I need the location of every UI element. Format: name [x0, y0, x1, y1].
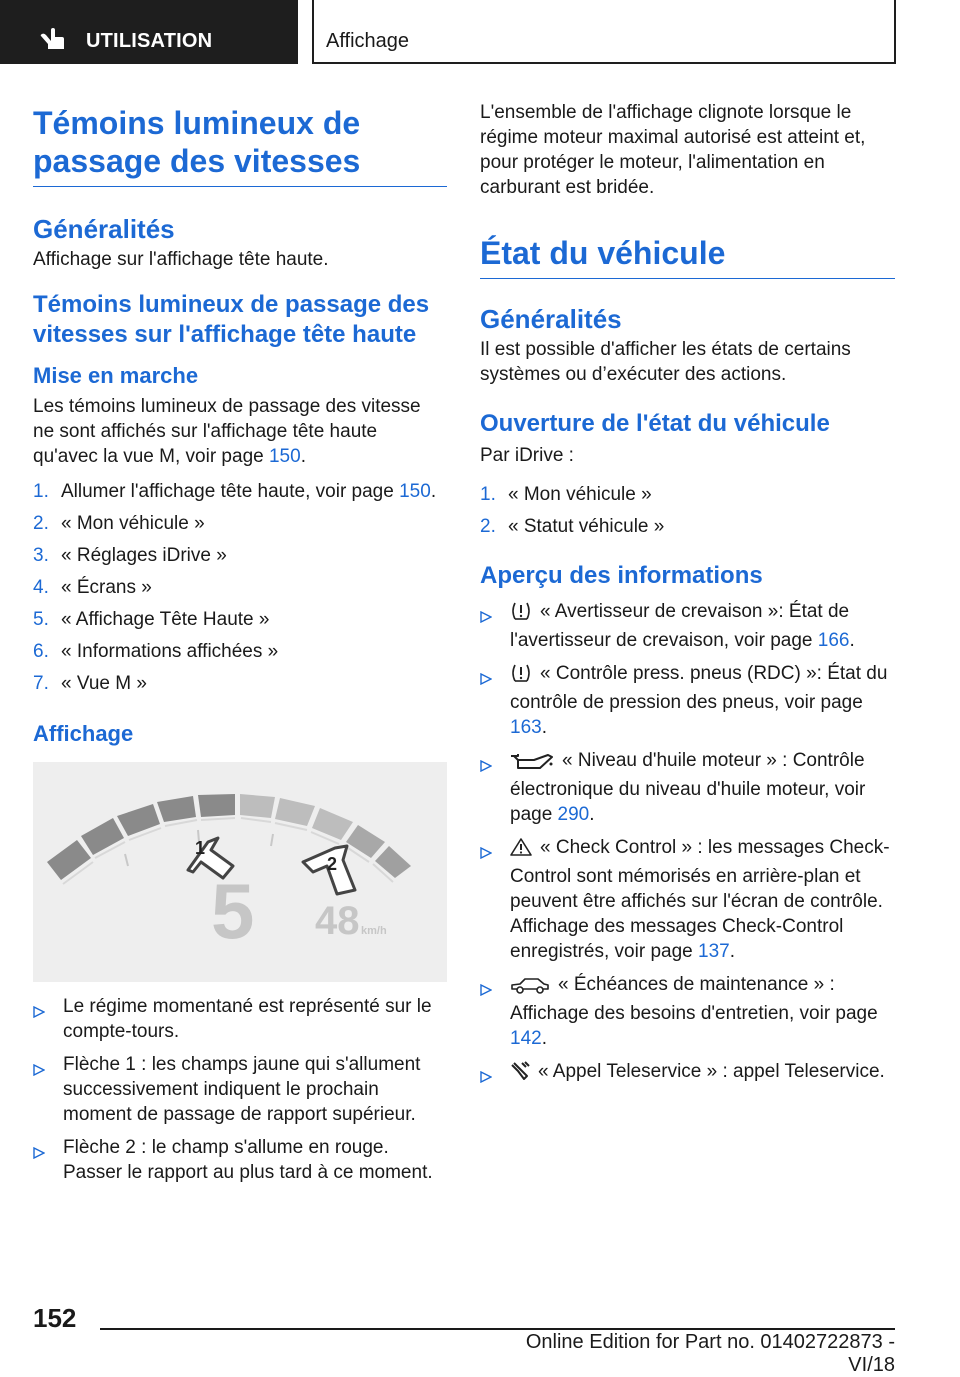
header-section-label: UTILISATION	[86, 30, 213, 52]
oil-can-icon	[510, 752, 554, 777]
list-item: « Avertisseur de crevaison »: État de l'avertisseur de crevaison, voir page 166.	[480, 599, 895, 653]
footer-edition: Online Edition for Part no. 01402722873 - VI/18	[525, 1331, 895, 1376]
bullet-triangle-icon	[33, 1000, 45, 1025]
display-bullets	[33, 994, 447, 1185]
list-item: « Appel Teleservice » : appel Teleservice.	[480, 1059, 895, 1088]
svg-text:2: 2	[327, 854, 338, 874]
shift-lights-illustration	[33, 762, 447, 982]
list-item: « Niveau d'huile moteur » : Contrôle électronique du niveau d'huile moteur, voir page 290.	[480, 748, 895, 827]
header-subsection-label: Affichage	[326, 30, 410, 52]
heading-display: Affichage	[33, 721, 134, 746]
overview-list	[480, 599, 895, 1088]
speed-readout: 48	[315, 899, 360, 943]
bullet-triangle-icon	[480, 667, 492, 692]
list-item: 2. « Statut véhicule »	[480, 516, 665, 537]
paragraph-general: Il est possible d'afficher les états de certains systèmes ou d’exécuter des actions.	[480, 339, 851, 385]
header-subsection-tab	[312, 0, 896, 64]
left-column	[33, 104, 447, 1193]
paragraph-open-vehicle-status: Par iDrive :	[480, 445, 574, 466]
bullet-triangle-icon	[480, 605, 492, 630]
list-item: 1. Allumer l'affichage tête haute, voir page 150.	[33, 481, 437, 502]
wrench-icon	[510, 1061, 530, 1088]
tire-pressure-icon	[510, 663, 532, 690]
page-link[interactable]: 142	[510, 1028, 542, 1049]
list-item: 7. « Vue M »	[33, 673, 147, 694]
svg-text:1: 1	[195, 838, 206, 858]
page-link[interactable]: 163	[510, 717, 542, 738]
heading-open-vehicle-status: Ouverture de l'état du véhicule	[480, 410, 830, 437]
heading-general: Généralités	[33, 214, 175, 244]
list-item: 2. « Mon véhicule »	[33, 513, 205, 534]
list-item: Flèche 2 : le champ s'allume en rouge. Passer le rapport au plus tard à ce moment.	[33, 1135, 447, 1185]
arrow-2-icon	[303, 846, 355, 894]
heading-activation: Mise en marche	[33, 363, 199, 388]
paragraph-general: Affichage sur l'affichage tête haute.	[33, 249, 329, 270]
section-title-shift-lights: Témoins lumineux de passage des vitesses	[33, 104, 447, 187]
bullet-triangle-icon	[480, 978, 492, 1003]
list-item: 1. « Mon véhicule »	[480, 484, 652, 505]
hand-pointer-icon	[38, 27, 68, 56]
list-item: 6. « Informations affichées »	[33, 641, 279, 662]
list-item: « Check Control » : les messages Check-Control sont mémorisés en arrière-plan et peuvent être affichés sur l'écran de contrôle. Affichage des messages Check-Control enregistrés, voir page 137.	[480, 835, 895, 964]
service-car-icon	[510, 976, 550, 1001]
page-link[interactable]: 166	[817, 630, 850, 651]
list-item: 4. « Écrans »	[33, 577, 152, 598]
list-item: Le régime momentané est représenté sur le compte-tours.	[33, 994, 447, 1044]
activation-steps	[33, 479, 447, 696]
header-section-tab	[0, 0, 298, 64]
footer-divider	[100, 1328, 895, 1330]
heading-general: Généralités	[480, 304, 622, 334]
bullet-triangle-icon	[33, 1058, 45, 1083]
bullet-triangle-icon	[480, 1065, 492, 1090]
list-item: « Contrôle press. pneus (RDC) »: État du contrôle de pression des pneus, voir page 163.	[480, 661, 895, 740]
page-link[interactable]: 137	[698, 941, 730, 962]
bullet-triangle-icon	[33, 1141, 45, 1166]
section-title-vehicle-status: État du véhicule	[480, 234, 895, 279]
speed-unit: km/h	[361, 925, 387, 937]
page-link[interactable]: 290	[557, 804, 590, 825]
warning-triangle-icon	[510, 837, 532, 864]
bullet-triangle-icon	[480, 754, 492, 779]
page-link[interactable]: 150	[399, 481, 431, 502]
bullet-triangle-icon	[480, 841, 492, 866]
gear-indicator: 5	[211, 867, 255, 955]
open-steps	[480, 482, 895, 539]
page-link[interactable]: 150	[268, 446, 301, 467]
list-item: Flèche 1 : les champs jaune qui s'allument successivement indiquent le prochain moment de passage de rapport supérieur.	[33, 1052, 447, 1127]
right-column	[480, 100, 895, 1096]
paragraph-rpm-limit: L'ensemble de l'affichage clignote lorsque le régime moteur maximal autorisé est atteint et, pour protéger le moteur, l'alimentation en carburant est bridée.	[480, 102, 866, 198]
paragraph-activation: Les témoins lumineux de passage des vitesse ne sont affichés sur l'affichage tête haute qu'avec la vue M, voir page 150.	[33, 396, 421, 467]
tire-pressure-icon	[510, 601, 532, 628]
heading-overview: Aperçu des informations	[480, 562, 763, 589]
list-item: 3. « Réglages iDrive »	[33, 545, 227, 566]
page-number: 152	[33, 1303, 77, 1333]
list-item: 5. « Affichage Tête Haute »	[33, 609, 270, 630]
list-item: « Échéances de maintenance » : Affichage des besoins d'entretien, voir page 142.	[480, 972, 895, 1051]
heading-hud-shift-lights: Témoins lumineux de passage des vitesses sur l'affichage tête haute	[33, 291, 430, 348]
